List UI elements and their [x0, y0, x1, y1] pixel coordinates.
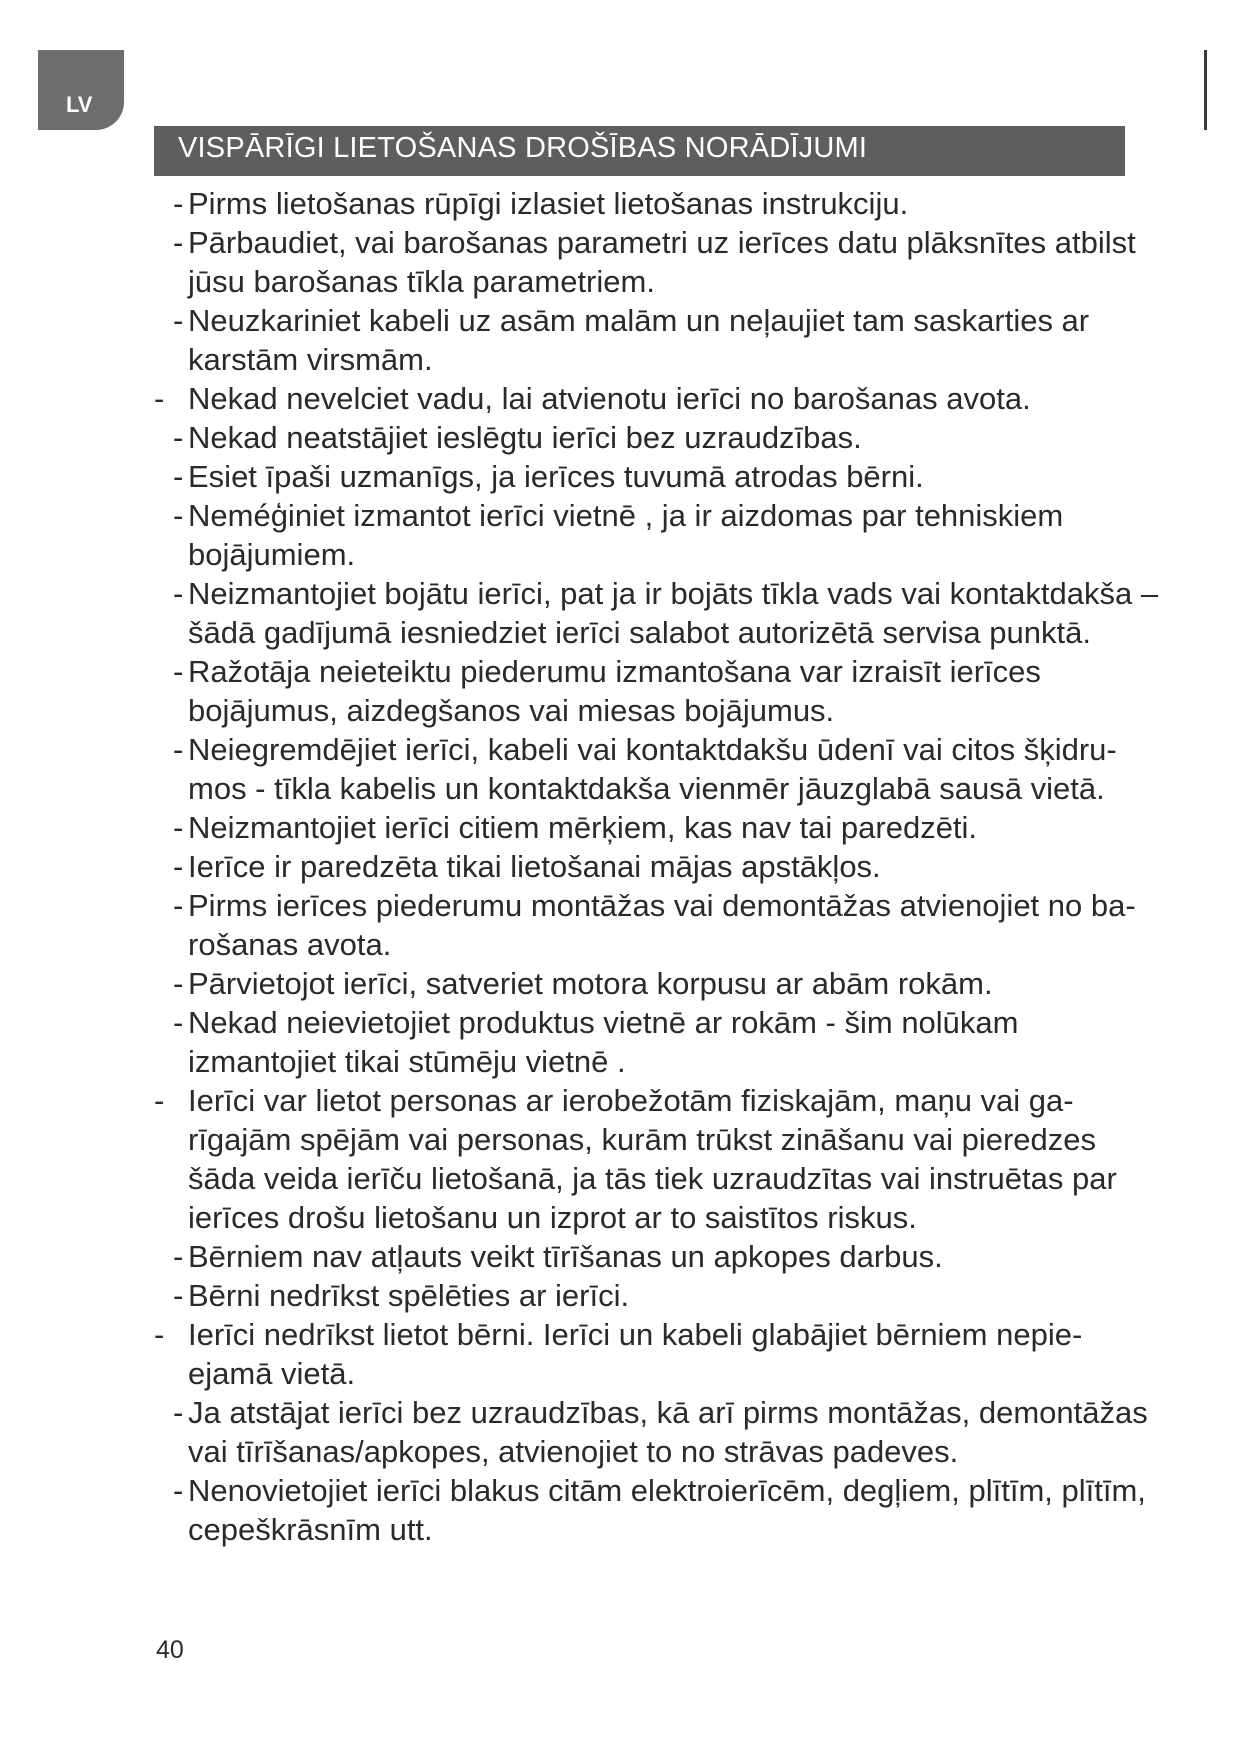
- list-item: - Neizmantojiet ierīci citiem mērķiem, kas nav tai paredzēti.: [173, 810, 978, 845]
- list-item: - Ierīce ir paredzēta tikai lietošanai mājas apstākļos.: [173, 849, 881, 884]
- list-item: - Neuzkariniet kabeli uz asām malām un neļaujiet tam saskarties ar karstām virsmām.: [173, 303, 1090, 377]
- list-item: - Pirms lietošanas rūpīgi izlasiet lietošanas instrukciju.: [173, 186, 909, 221]
- list-item: - Neiegremdējiet ierīci, kabeli vai kontaktdakšu ūdenī vai citos šķidru-mos - tīkla kabelis un kontaktdakša vienmēr jāuzglabā sausā vietā.: [173, 732, 1117, 806]
- list-item-text: Esiet īpaši uzmanīgs, ja ierīces tuvumā atrodas bērni.: [188, 459, 924, 494]
- list-item-text: Nekad neievietojiet produktus vietnē ar rokām - šim nolūkam izmantojiet tikai stūmēju vietnē .: [188, 1005, 1019, 1079]
- list-item: - Pārvietojot ierīci, satveriet motora korpusu ar abām rokām.: [173, 966, 993, 1001]
- list-item-text: Neméģiniet izmantot ierīci vietnē , ja ir aizdomas par tehniskiem bojājumiem.: [188, 498, 1064, 572]
- list-item-text: Pirms ierīces piederumu montāžas vai demontāžas atvienojiet no ba-rošanas avota.: [188, 888, 1136, 962]
- list-item-text: Nenovietojiet ierīci blakus citām elektroierīcēm, degļiem, plītīm, plītīm, cepeškrāsnīm utt.: [188, 1473, 1146, 1547]
- page-edge-mark: [1204, 50, 1207, 130]
- list-item: - Ja atstājat ierīci bez uzraudzības, kā arī pirms montāžas, demontāžas vai tīrīšanas/apkopes, atvienojiet to no strāvas padeves.: [173, 1395, 1148, 1469]
- list-item-text: Bērniem nav atļauts veikt tīrīšanas un apkopes darbus.: [188, 1239, 943, 1274]
- list-item: - Pirms ierīces piederumu montāžas vai demontāžas atvienojiet no ba-rošanas avota.: [173, 888, 1136, 962]
- list-item-text: Bērni nedrīkst spēlēties ar ierīci.: [188, 1278, 630, 1313]
- list-item: - Neizmantojiet bojātu ierīci, pat ja ir bojāts tīkla vads vai kontaktdakša – šādā gadījumā iesniedziet ierīci salabot autorizētā servisa punktā.: [173, 576, 1159, 650]
- list-item: - Ierīci nedrīkst lietot bērni. Ierīci un kabeli glabājiet bērniem nepie-ejamā vietā.: [154, 1317, 1083, 1391]
- list-item-text: Nekad neatstājiet ieslēgtu ierīci bez uzraudzības.: [188, 420, 862, 455]
- list-item-text: Ierīci nedrīkst lietot bērni. Ierīci un kabeli glabājiet bērniem nepie-ejamā vietā.: [188, 1317, 1083, 1391]
- list-item: - Esiet īpaši uzmanīgs, ja ierīces tuvumā atrodas bērni.: [173, 459, 924, 494]
- safety-instructions-list: [150, 184, 1160, 1549]
- list-item: - Nekad nevelciet vadu, lai atvienotu ierīci no barošanas avota.: [154, 381, 1031, 416]
- list-item: - Nekad neatstājiet ieslēgtu ierīci bez uzraudzības.: [173, 420, 862, 455]
- list-item-text: Ražotāja neieteiktu piederumu izmantošana var izraisīt ierīces bojājumus, aizdegšanos vai miesas bojājumus.: [188, 654, 1041, 728]
- list-item-text: Neizmantojiet bojātu ierīci, pat ja ir bojāts tīkla vads vai kontaktdakša – šādā gadījumā iesniedziet ierīci salabot autorizētā servisa punktā.: [188, 576, 1159, 650]
- list-item: - Pārbaudiet, vai barošanas parametri uz ierīces datu plāksnītes atbilst jūsu barošanas tīkla parametriem.: [173, 225, 1136, 299]
- list-item-text: Neiegremdējiet ierīci, kabeli vai kontaktdakšu ūdenī vai citos šķidru-mos - tīkla kabelis un kontaktdakša vienmēr jāuzglabā sausā vietā.: [188, 732, 1117, 806]
- list-item: - Ražotāja neieteiktu piederumu izmantošana var izraisīt ierīces bojājumus, aizdegšanos vai miesas bojājumus.: [173, 654, 1041, 728]
- page-number: 40: [156, 1636, 184, 1664]
- list-item: - Bērniem nav atļauts veikt tīrīšanas un apkopes darbus.: [173, 1239, 943, 1274]
- list-item-text: Ja atstājat ierīci bez uzraudzības, kā arī pirms montāžas, demontāžas vai tīrīšanas/apkopes, atvienojiet to no strāvas padeves.: [188, 1395, 1148, 1469]
- list-item: - Nenovietojiet ierīci blakus citām elektroierīcēm, degļiem, plītīm, plītīm, cepeškrāsnīm utt.: [173, 1473, 1146, 1547]
- list-item-text: Ierīce ir paredzēta tikai lietošanai mājas apstākļos.: [188, 849, 881, 884]
- list-item-text: Pārvietojot ierīci, satveriet motora korpusu ar abām rokām.: [188, 966, 993, 1001]
- language-tab: [38, 50, 124, 130]
- list-item: - Ierīci var lietot personas ar ierobežotām fiziskajām, maņu vai ga-rīgajām spējām vai personas, kurām trūkst zināšanu vai pieredzes šāda veida ierīču lietošanā, ja tās tiek uzraudzītas vai instruētas par ierīces drošu lietošanu un izprot ar to saistītos riskus.: [154, 1083, 1117, 1235]
- list-item-text: Neuzkariniet kabeli uz asām malām un neļaujiet tam saskarties ar karstām virsmām.: [188, 303, 1090, 377]
- list-item: - Nekad neievietojiet produktus vietnē ar rokām - šim nolūkam izmantojiet tikai stūmēju vietnē .: [173, 1005, 1019, 1079]
- list-item: - Bērni nedrīkst spēlēties ar ierīci.: [173, 1278, 630, 1313]
- language-code: LV: [66, 92, 93, 117]
- list-item-text: Pārbaudiet, vai barošanas parametri uz ierīces datu plāksnītes atbilst jūsu barošanas tīkla parametriem.: [188, 225, 1136, 299]
- list-item-text: Nekad nevelciet vadu, lai atvienotu ierīci no barošanas avota.: [188, 381, 1031, 416]
- list-item: - Neméģiniet izmantot ierīci vietnē , ja ir aizdomas par tehniskiem bojājumiem.: [173, 498, 1064, 572]
- list-item-text: Ierīci var lietot personas ar ierobežotām fiziskajām, maņu vai ga-rīgajām spējām vai personas, kurām trūkst zināšanu vai pieredzes šāda veida ierīču lietošanā, ja tās tiek uzraudzītas vai instruētas par ierīces drošu lietošanu un izprot ar to saistītos riskus.: [188, 1083, 1117, 1235]
- section-heading: VISPĀRĪGI LIETOŠANAS DROŠĪBAS NORĀDĪJUMI: [154, 126, 1125, 176]
- list-item-text: Neizmantojiet ierīci citiem mērķiem, kas nav tai paredzēti.: [188, 810, 978, 845]
- list-item-text: Pirms lietošanas rūpīgi izlasiet lietošanas instrukciju.: [188, 186, 909, 221]
